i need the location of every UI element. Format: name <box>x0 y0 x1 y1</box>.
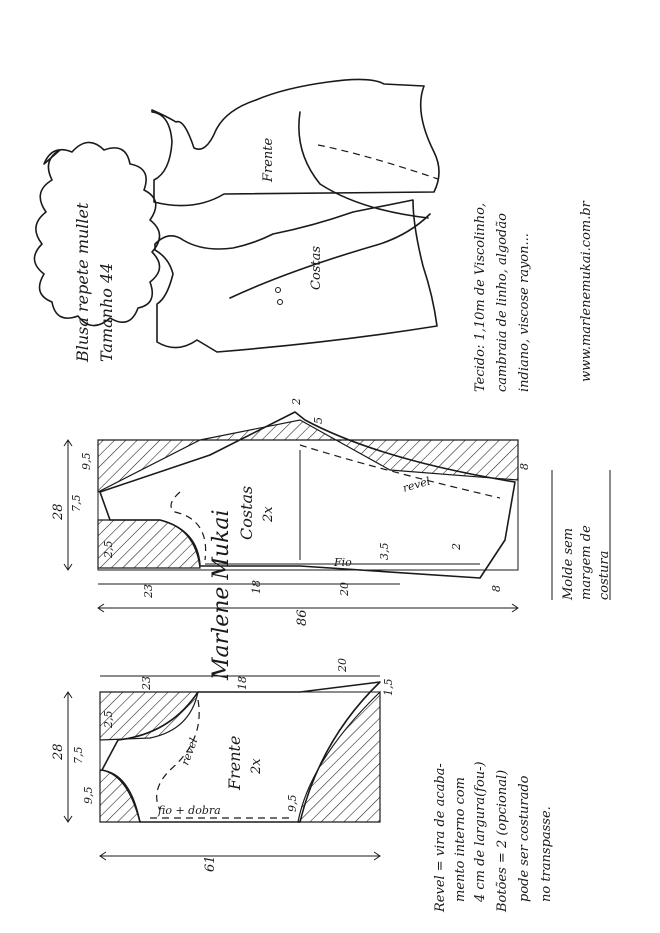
back-dim-width: 86 <box>295 609 310 626</box>
front-pattern <box>51 658 395 872</box>
back-dim-seg-a: 23 <box>142 584 155 598</box>
title-line-1: Blusa repete mullet <box>73 202 92 362</box>
back-dim-seg-b: 18 <box>250 580 263 594</box>
sketch-back-split <box>230 214 430 298</box>
website-url: www.marlenemukai.com.br <box>579 201 594 382</box>
button-icon <box>278 300 283 305</box>
construction-notes <box>433 761 554 913</box>
front-dim-width: 61 <box>203 855 218 872</box>
back-dim-hem-rise: 2 <box>450 543 463 550</box>
front-dim-seg-a: 23 <box>140 676 153 690</box>
back-dim-right-hem: 8 <box>518 463 531 470</box>
sketch-front-neckline <box>299 112 428 218</box>
seam-note-line-1: Molde sem <box>561 527 576 600</box>
title-line-2: Tamanho 44 <box>97 262 116 362</box>
fabric-notes <box>473 203 532 392</box>
sketch-back-outline <box>155 200 437 352</box>
back-dim-armhole: 2,5 <box>102 540 115 558</box>
back-dim-hem-mark: 3,5 <box>378 542 391 560</box>
sketch-front-outline <box>152 79 439 205</box>
note-line-1: Revel = vira de acaba- <box>433 763 448 912</box>
back-facing-label: revel <box>401 474 432 495</box>
back-grain-label: Fio <box>334 556 352 569</box>
seam-note-line-3: costura <box>597 550 612 600</box>
back-dim-shoulder-drop: 5 <box>312 417 325 424</box>
note-line-4: Botões = 2 (opcional) <box>495 769 510 912</box>
sketch-front-label: Frente <box>261 137 276 182</box>
signature-text: Marlene Mukai <box>209 509 234 680</box>
note-line-3: 4 cm de largura(fou-) <box>473 761 488 902</box>
sketch-front-overlap <box>318 145 438 179</box>
front-label: Frente <box>225 735 244 790</box>
back-pattern <box>51 398 531 626</box>
button-icon <box>276 288 281 293</box>
front-dim-hem-left: 9,5 <box>286 794 299 812</box>
title-block <box>34 142 159 363</box>
back-hatch-top <box>98 420 518 492</box>
front-dim-armhole: 2,5 <box>102 710 115 728</box>
front-dim-height: 28 <box>51 743 66 760</box>
back-cut-count: 2x <box>261 506 276 522</box>
sketch-back-label: Costas <box>309 245 324 290</box>
garment-sketch <box>152 79 439 352</box>
back-dim-seg-c: 20 <box>338 582 351 596</box>
front-dim-right-edge: 1,5 <box>382 678 395 696</box>
back-dim-shoulder-rise: 2 <box>290 398 303 405</box>
note-line-2: mento interno com <box>453 776 468 902</box>
back-label: Costas <box>237 485 256 540</box>
front-dim-seg-c: 20 <box>336 658 349 672</box>
front-dim-side-top: 9,5 <box>82 786 95 804</box>
back-dim-neck: 7,5 <box>70 494 83 512</box>
seam-note-line-2: margem de <box>579 525 594 600</box>
note-line-6: no transpasse. <box>539 806 554 902</box>
front-facing-label: revel <box>178 736 201 768</box>
signature <box>209 509 234 681</box>
front-dim-seg-b: 18 <box>236 676 249 690</box>
note-line-5: pode ser costurado <box>517 775 532 902</box>
fabric-line-1: Tecido: 1,10m de Viscolinho, <box>473 202 488 392</box>
seam-note <box>552 470 612 601</box>
front-hatch-bottom-left <box>100 770 140 822</box>
back-dim-height: 28 <box>51 503 66 520</box>
front-hatch-right <box>298 692 380 822</box>
fabric-line-2: cambraia de linho, algodão <box>495 213 510 392</box>
fabric-line-3: indiano, viscose rayon... <box>517 233 532 392</box>
front-cut-count: 2x <box>249 758 264 774</box>
back-dim-seg-d: 8 <box>490 585 503 592</box>
back-dim-side-top: 9,5 <box>80 452 93 470</box>
front-dim-neck: 7,5 <box>72 746 85 764</box>
front-fold-label: fio + dobra <box>158 804 221 817</box>
